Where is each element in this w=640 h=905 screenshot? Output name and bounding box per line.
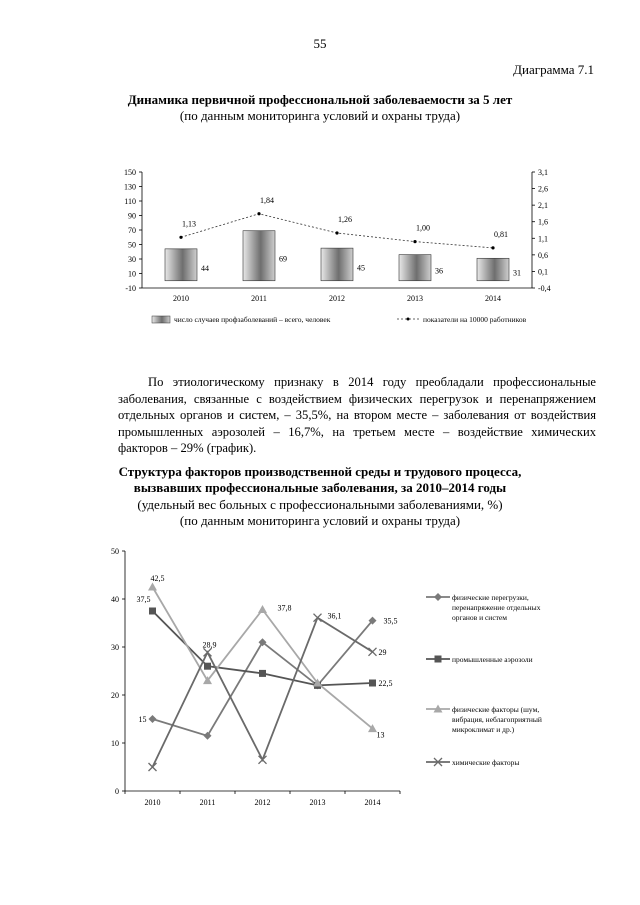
left-tick-label: 130 xyxy=(124,182,136,192)
series-point-0 xyxy=(204,732,212,740)
bar-value-label: 69 xyxy=(279,254,287,264)
data-label: 37,8 xyxy=(277,603,292,613)
bar-value-label: 45 xyxy=(357,263,365,273)
body-paragraph: По этиологическому признаку в 2014 году преобладали профессиональные заболевания, связанные с воздействием физических перегрузок и перенапряжением отдельных органов и систем, – 35,5%, на втором месте – заболевания от воздействия промышленных аэрозолей – 16,7%, на третьем месте – воздействие химических факторов – 29% (график). xyxy=(118,375,596,456)
rate-label: 1,13 xyxy=(182,219,196,229)
series-point-2 xyxy=(258,605,267,613)
left-tick-label: 110 xyxy=(124,197,136,206)
x-tick-label: 2013 xyxy=(407,294,423,303)
chart2-subtitle-line1: (удельный вес больных с профессиональными заболеваниями, %) xyxy=(137,497,503,512)
x-tick-label: 2014 xyxy=(485,294,501,303)
x-tick-label: 2010 xyxy=(144,798,161,807)
rate-point xyxy=(413,240,416,243)
x-tick-label: 2010 xyxy=(173,294,189,303)
right-tick-label: 3,1 xyxy=(538,168,548,177)
page-number: 55 xyxy=(313,36,327,51)
right-tick-label: 1,1 xyxy=(538,234,548,244)
chart1-svg xyxy=(92,162,572,342)
rate-point xyxy=(179,236,182,239)
legend-label-line: промышленные аэрозоли xyxy=(452,655,533,664)
chart1-title: Динамика первичной профессиональной заболеваемости за 5 лет xyxy=(127,92,513,107)
rate-label: 1,84 xyxy=(260,195,274,205)
left-tick-label: 70 xyxy=(128,226,136,235)
left-tick-label: 10 xyxy=(128,269,136,279)
rate-line xyxy=(181,214,493,248)
legend-label-0 xyxy=(452,593,541,622)
legend-bar-label: число случаев профзаболеваний – всего, человек xyxy=(174,315,331,324)
data-label: 29 xyxy=(378,647,387,657)
right-tick-label: 0,1 xyxy=(538,267,548,277)
legend-label-line: вибрация, неблагоприятный xyxy=(452,715,542,724)
legend-label-1 xyxy=(452,655,533,664)
legend-label-line: перенапряжение отдельных xyxy=(452,603,541,612)
bar xyxy=(321,248,353,281)
right-tick-label: -0,4 xyxy=(538,284,551,293)
series-point-1 xyxy=(204,663,211,670)
data-label: 35,5 xyxy=(383,616,398,626)
data-label: 36,1 xyxy=(327,611,342,621)
series-line-0 xyxy=(153,621,373,736)
y-tick-label: 50 xyxy=(111,547,119,556)
legend-label-line: химические факторы xyxy=(452,758,520,767)
legend-label-3 xyxy=(452,758,519,767)
chart2-svg xyxy=(100,538,600,818)
legend-line-marker xyxy=(407,318,410,321)
right-tick-label: 2,1 xyxy=(538,201,548,211)
bar-value-label: 36 xyxy=(435,266,443,276)
y-tick-label: 10 xyxy=(111,739,119,748)
chart2-title-line2: вызвавших профессиональные заболевания, за 2010–2014 годы xyxy=(133,480,507,495)
legend-bar-swatch xyxy=(152,316,170,323)
series-point-0 xyxy=(149,715,157,723)
chart2-title-line1: Структура факторов производственной среды и трудового процесса, xyxy=(118,464,522,479)
x-tick-label: 2012 xyxy=(329,294,345,303)
x-tick-label: 2013 xyxy=(309,798,326,807)
left-tick-label: 50 xyxy=(128,240,136,250)
bar-value-label: 31 xyxy=(513,268,521,278)
data-label: 15 xyxy=(138,715,147,724)
left-tick-label: 30 xyxy=(128,255,136,264)
chart2-subtitle-line2: (по данным мониторинга условий и охраны труда) xyxy=(179,513,461,528)
y-tick-label: 30 xyxy=(111,643,119,652)
bar xyxy=(399,255,431,281)
legend-label-line: физические факторы (шум, xyxy=(452,705,540,714)
right-tick-label: 1,6 xyxy=(538,217,548,227)
rate-point xyxy=(257,212,260,215)
data-label: 42,5 xyxy=(150,574,165,583)
diagram-label: Диаграмма 7.1 xyxy=(513,62,594,77)
legend-label-line: физические перегрузки, xyxy=(452,593,529,602)
data-label: 13 xyxy=(376,730,385,740)
series-point-1 xyxy=(149,608,156,615)
bar-value-label: 44 xyxy=(201,263,209,273)
bar xyxy=(477,258,509,280)
bar xyxy=(165,249,197,281)
x-tick-label: 2011 xyxy=(251,294,267,303)
x-tick-label: 2012 xyxy=(254,798,271,807)
legend-label-line: органов и систем xyxy=(452,613,507,622)
right-tick-label: 2,6 xyxy=(538,184,548,194)
y-tick-label: 40 xyxy=(111,595,119,604)
rate-point xyxy=(335,231,338,234)
legend-label-line: микроклимат и др.) xyxy=(452,725,515,734)
chart1-subtitle: (по данным мониторинга условий и охраны труда) xyxy=(179,108,461,123)
left-tick-label: 90 xyxy=(128,211,136,221)
legend-label-2 xyxy=(452,705,542,734)
legend-marker-1 xyxy=(435,656,442,663)
left-tick-label: -10 xyxy=(125,284,136,293)
rate-point xyxy=(491,246,494,249)
rate-label: 0,81 xyxy=(494,229,508,239)
x-tick-label: 2011 xyxy=(199,798,216,807)
series-point-1 xyxy=(259,670,266,677)
right-tick-label: 0,6 xyxy=(538,250,548,260)
legend-marker-0 xyxy=(434,593,442,601)
y-tick-label: 20 xyxy=(111,691,119,700)
data-label: 28,9 xyxy=(202,640,217,650)
x-tick-label: 2014 xyxy=(364,798,381,807)
y-tick-label: 0 xyxy=(115,787,119,796)
bar xyxy=(243,231,275,281)
legend-line-label: показатели на 10000 работников xyxy=(423,315,527,324)
left-tick-label: 150 xyxy=(124,168,136,177)
rate-label: 1,00 xyxy=(416,223,430,233)
series-point-2 xyxy=(148,583,157,591)
data-label: 37,5 xyxy=(136,595,151,604)
data-label: 22,5 xyxy=(378,679,393,688)
rate-label: 1,26 xyxy=(338,214,352,224)
series-point-1 xyxy=(369,680,376,687)
